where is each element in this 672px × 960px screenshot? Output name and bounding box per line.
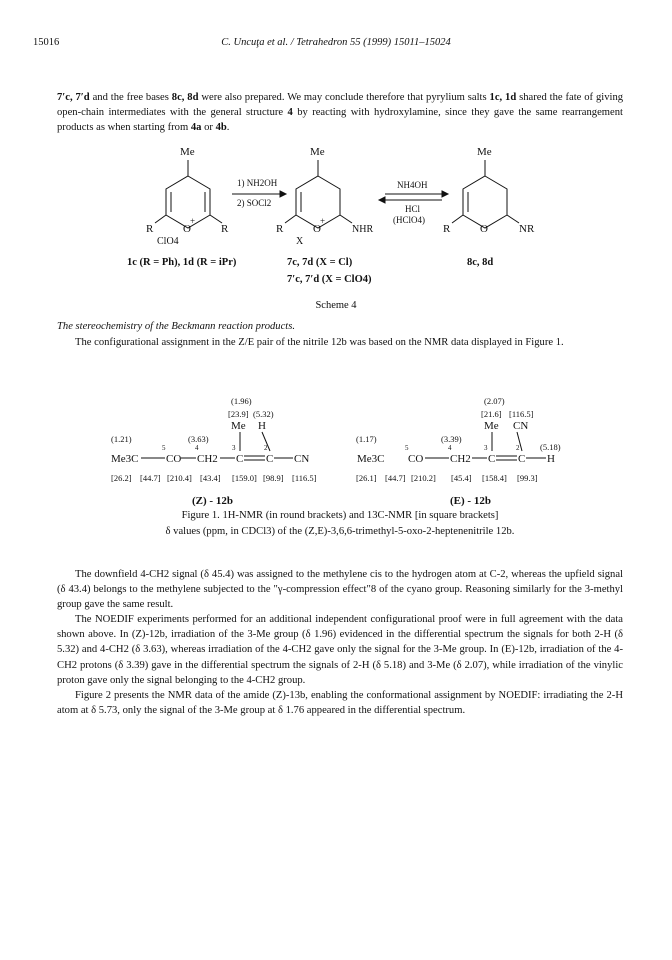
z-ch2: CH2 — [197, 453, 218, 465]
z-c-me: [23.9] — [228, 409, 249, 419]
e-c13-4: [158.4] — [482, 473, 507, 483]
z-c13-4: [159.0] — [232, 473, 257, 483]
intro-text-2: were also prepared. We may conclude therefore that pyrylium salts — [198, 92, 490, 103]
figure-1-caption-line2: δ values (ppm, in CDCl3) of the (Z,E)-3,6,6-trimethyl-5-oxo-2-heptenenitrile 12b. — [165, 526, 515, 537]
z-me: Me — [231, 420, 246, 432]
ring3-r: R — [443, 223, 451, 235]
compound-8-label: 8c, 8d — [467, 257, 494, 268]
e-ch2: CH2 — [450, 453, 471, 465]
equilibrium-arrows — [379, 191, 448, 203]
scheme-title: Scheme 4 — [315, 300, 357, 310]
z-h-tbu: (1.21) — [111, 434, 132, 444]
intro-cmp-4b: 4b — [215, 122, 227, 134]
e-label: (E) - 12b — [450, 495, 491, 507]
section-heading-text: The stereochemistry of the Beckmann reaction products. — [57, 321, 296, 332]
imine-ring — [452, 160, 519, 228]
z-c13-0: [26.2] — [111, 473, 132, 483]
figure-1-caption — [57, 508, 623, 540]
body-p3: The NOEDIF experiments performed for an additional independent configurational proof were in full agreement with the data shown above. In (Z)-12b, irradiation of the 3-Me group (δ 1.96) evidenced in the differential spectrum the signals for both 2-H (δ 5.32) and 4-CH2 (δ 3.63), whereas irradiation of the 4-CH2 gave only the signal for the 3-Me group. In (E)-12b, irradiation of the 4-CH2 protons (δ 3.39) gave in the differential spectrum the signals of 2-H (δ 5.18) and 3-Me (δ 2.07), while irradiation of the vinylic proton gave only the signal belonging to the 4-CH2 group. — [57, 614, 623, 686]
e-n2: 2 — [516, 444, 520, 452]
e-n4: 4 — [448, 444, 452, 452]
compound-1-label: 1c (R = Ph), 1d (R = iPr) — [127, 257, 237, 268]
ring1-r-right: R — [221, 223, 229, 235]
intro-cmp-7: 7′c, 7′d — [57, 92, 90, 103]
e-n3: 3 — [484, 444, 488, 452]
e-me3c: Me3C — [357, 453, 385, 465]
z-h-ch2: (3.63) — [188, 434, 209, 444]
intro-cmp-1: 1c, 1d — [489, 92, 517, 103]
ring1-plus: + — [190, 216, 196, 226]
ring1-o: O — [183, 223, 191, 235]
ring2-nhr: NHR — [352, 224, 374, 235]
z-c13-1: [44.7] — [140, 473, 161, 483]
reaction-arrow-1 — [232, 191, 286, 197]
z-c13-6: [116.5] — [292, 473, 317, 483]
reagent-hcl: HCl — [405, 204, 421, 214]
intro-cmp-4: 4 — [287, 107, 293, 119]
ring3-nr: NR — [519, 223, 535, 235]
e-c-cn: [116.5] — [509, 409, 534, 419]
e-me: Me — [484, 420, 499, 432]
e-c3: C — [488, 453, 496, 465]
section-heading — [57, 319, 623, 334]
pyran-ring — [285, 160, 352, 228]
compound-7-label: 7c, 7d (X = Cl) — [287, 257, 353, 268]
ring3-o: O — [480, 223, 488, 235]
e-c13-3: [45.4] — [451, 473, 472, 483]
ring1-me: Me — [180, 146, 195, 158]
intro-text-3: shared the fate of giving open-chain intermediates with the general structure — [57, 92, 624, 119]
e-h: H — [547, 453, 555, 465]
compound-7prime-label: 7′c, 7′d (X = ClO4) — [287, 274, 372, 285]
body-p2: The downfield 4-CH2 signal (δ 45.4) was assigned to the methylene cis to the hydrogen atom at C-2, whereas the upfield signal (δ 43.4) belongs to the methylene subjected to the "γ-compression effect"8 of the cyano group. Reasoning similarly for the 3-methyl group gave the same result. — [57, 569, 623, 611]
ring3-me: Me — [477, 146, 492, 158]
reagent-nh4oh: NH4OH — [397, 180, 428, 190]
e-h-ch2: (3.39) — [441, 434, 462, 444]
z-c2: C — [266, 453, 274, 465]
e-co: CO — [408, 453, 424, 465]
z-n3: 3 — [232, 444, 236, 452]
z-h: H — [258, 420, 266, 432]
ring1-anion: ClO4 — [157, 236, 179, 247]
ring2-plus: + — [320, 216, 326, 226]
page-number: 15016 — [33, 37, 60, 48]
e-c13-5: [99.3] — [517, 473, 538, 483]
e-c-me: [21.6] — [481, 409, 502, 419]
e-c13-2: [210.2] — [411, 473, 436, 483]
e-h-tbu: (1.17) — [356, 434, 377, 444]
e-cn: CN — [513, 420, 529, 432]
z-c13-3: [43.4] — [200, 473, 221, 483]
section-paragraph — [57, 335, 623, 350]
running-citation: C. Uncuţa et al. / Tetrahedron 55 (1999) 15011–15024 — [221, 37, 451, 48]
step-2-label: 2) SOCl2 — [237, 198, 272, 208]
z-co: CO — [166, 453, 182, 465]
z-h-me: (1.96) — [231, 396, 252, 406]
intro-text-5: or — [201, 122, 216, 134]
e-c13-0: [26.1] — [356, 473, 377, 483]
ring2-r: R — [276, 223, 284, 235]
body-p4: Figure 2 presents the NMR data of the amide (Z)-13b, enabling the conformational assignment by NOEDIF: irradiating the 2-H atom at δ 5.73, only the signal of the 3-Me group at δ 1.76 appeared in the differential spectrum. — [57, 689, 623, 716]
z-c3: C — [236, 453, 244, 465]
figure-1-caption-line1: Figure 1. 1H-NMR (in round brackets) and 13C-NMR [in square brackets] — [181, 510, 499, 521]
z-n2: 2 — [264, 444, 268, 452]
e-n5: 5 — [405, 444, 409, 452]
intro-text-1: and the free bases — [89, 92, 172, 103]
body-text — [57, 567, 623, 718]
ring1-r-left: R — [146, 223, 154, 235]
step-1-label: 1) NH2OH — [237, 178, 278, 188]
z-label: (Z) - 12b — [192, 495, 233, 507]
intro-text-4: by reacting with hydroxylamine, since they gave the same rearrangement products as when starting from — [57, 107, 623, 134]
e-h-h: (5.18) — [540, 442, 561, 452]
ring2-o: O — [313, 223, 321, 235]
figure-1-diagram — [0, 392, 672, 507]
z-n5: 5 — [162, 444, 166, 452]
intro-cmp-4a: 4a — [190, 122, 202, 134]
pyrylium-ring — [155, 160, 222, 228]
section-p1: The configurational assignment in the Z/E pair of the nitrile 12b was based on the NMR data displayed in Figure 1. — [75, 337, 564, 348]
scheme-4-diagram — [0, 140, 672, 310]
reagent-hclo4: (HClO4) — [393, 215, 425, 225]
intro-cmp-8: 8c, 8d — [171, 92, 199, 103]
z-c13-2: [210.4] — [167, 473, 192, 483]
intro-text-6: . — [226, 122, 230, 134]
z-cn: CN — [294, 453, 310, 465]
z-isomer — [111, 396, 317, 507]
z-n4: 4 — [195, 444, 199, 452]
e-c2: C — [518, 453, 526, 465]
z-h-h: (5.32) — [253, 409, 274, 419]
ring2-anion: X — [296, 236, 304, 247]
ring2-me: Me — [310, 146, 325, 158]
e-c13-1: [44.7] — [385, 473, 406, 483]
intro-paragraph — [57, 90, 623, 135]
e-h-me: (2.07) — [484, 396, 505, 406]
z-me3c: Me3C — [111, 453, 139, 465]
z-c13-5: [98.9] — [263, 473, 284, 483]
e-isomer — [356, 396, 561, 507]
